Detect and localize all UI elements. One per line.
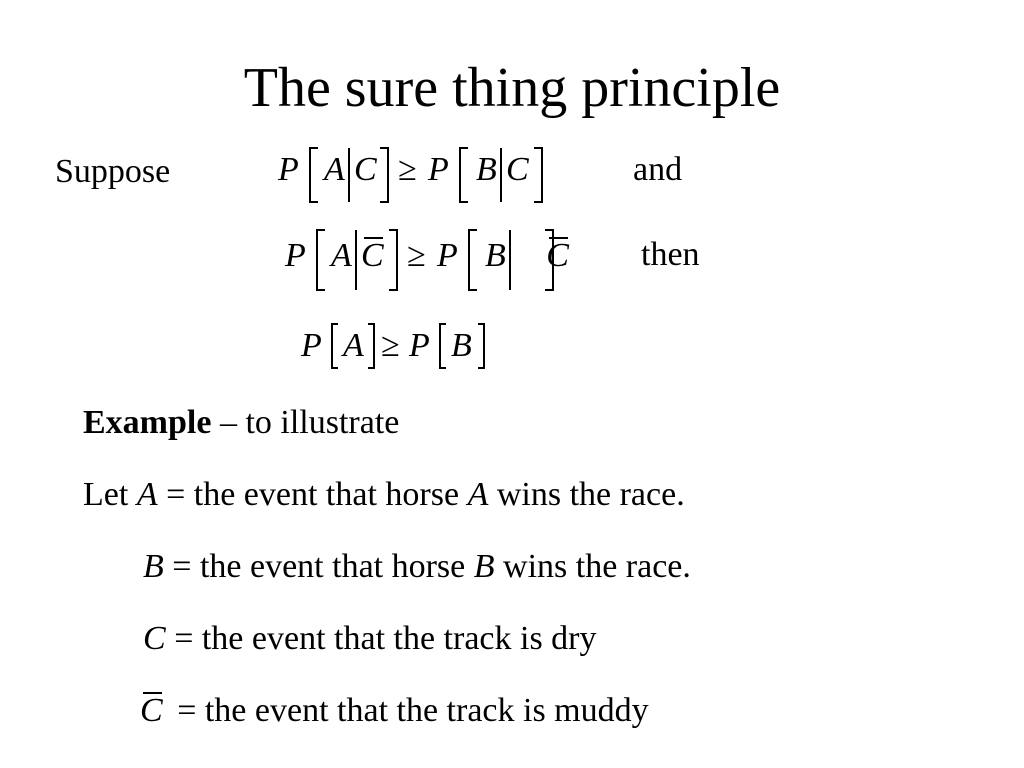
f2-geq: ≥ — [407, 237, 426, 274]
formula-conditional-muddy — [285, 228, 625, 294]
f2-conditional-bar-1 — [353, 228, 359, 294]
f2-a: A — [331, 237, 352, 274]
def-b-var2: B — [473, 548, 495, 585]
slide-title: The sure thing principle — [243, 57, 781, 119]
def-cbar-text: = the event that the track is muddy — [168, 692, 649, 729]
f2-left-bracket-b — [463, 228, 481, 294]
example-line — [83, 403, 399, 443]
def-cbar-var: C — [140, 692, 163, 729]
f1-a: A — [324, 151, 345, 188]
f1-conditional-bar-2 — [498, 146, 504, 206]
def-b-var: B — [143, 548, 164, 585]
f2-right-bracket-b — [541, 228, 559, 294]
f3-p2: P — [409, 327, 430, 364]
f1-conditional-bar-1 — [346, 146, 352, 206]
def-c-var: C — [143, 620, 166, 657]
f2-c2-bar: C — [546, 237, 569, 274]
def-a-text2: wins the race. — [488, 476, 685, 513]
f1-p2: P — [428, 151, 449, 188]
definition-c — [143, 619, 597, 659]
formula-conclusion — [301, 322, 541, 372]
f2-left-bracket-a — [311, 228, 329, 294]
f1-b: B — [476, 151, 497, 188]
then-label: then — [641, 236, 700, 273]
def-b-text1: = the event that horse — [163, 548, 474, 585]
let-word: Let — [83, 476, 129, 513]
f2-c-bar: C — [361, 237, 384, 274]
f3-b: B — [451, 327, 472, 364]
def-a-var: A — [136, 476, 158, 513]
def-a-var2: A — [467, 476, 489, 513]
f3-p1: P — [301, 327, 322, 364]
f1-c2: C — [506, 151, 529, 188]
f1-left-bracket-a — [304, 146, 322, 206]
example-heading: Example — [83, 404, 212, 441]
f3-right-bracket-a — [365, 322, 379, 372]
suppose-label: Suppose — [55, 153, 171, 190]
def-c-text: = the event that the track is dry — [165, 620, 597, 657]
f2-b: B — [485, 237, 506, 274]
def-b-text2: wins the race. — [494, 548, 691, 585]
definition-a — [83, 475, 685, 515]
f1-left-bracket-b — [454, 146, 472, 206]
f1-c: C — [354, 151, 377, 188]
f1-right-bracket-a — [376, 146, 394, 206]
f3-right-bracket-b — [475, 322, 489, 372]
f1-right-bracket-b — [530, 146, 548, 206]
f3-left-bracket-b — [435, 322, 449, 372]
f3-a: A — [343, 327, 364, 364]
f1-geq: ≥ — [398, 151, 417, 188]
definition-c-bar — [140, 691, 649, 731]
example-subtitle: – to illustrate — [211, 404, 400, 441]
and-label: and — [633, 151, 683, 188]
f1-p1: P — [278, 151, 299, 188]
f2-conditional-bar-2 — [507, 228, 513, 294]
f3-geq: ≥ — [381, 327, 400, 364]
f2-p1: P — [285, 237, 306, 274]
f2-p2: P — [437, 237, 458, 274]
formula-conditional-dry — [278, 146, 608, 206]
f2-right-bracket-a — [385, 228, 403, 294]
def-a-text1: = the event that horse — [157, 476, 468, 513]
definition-b — [143, 547, 691, 587]
f3-left-bracket-a — [327, 322, 341, 372]
